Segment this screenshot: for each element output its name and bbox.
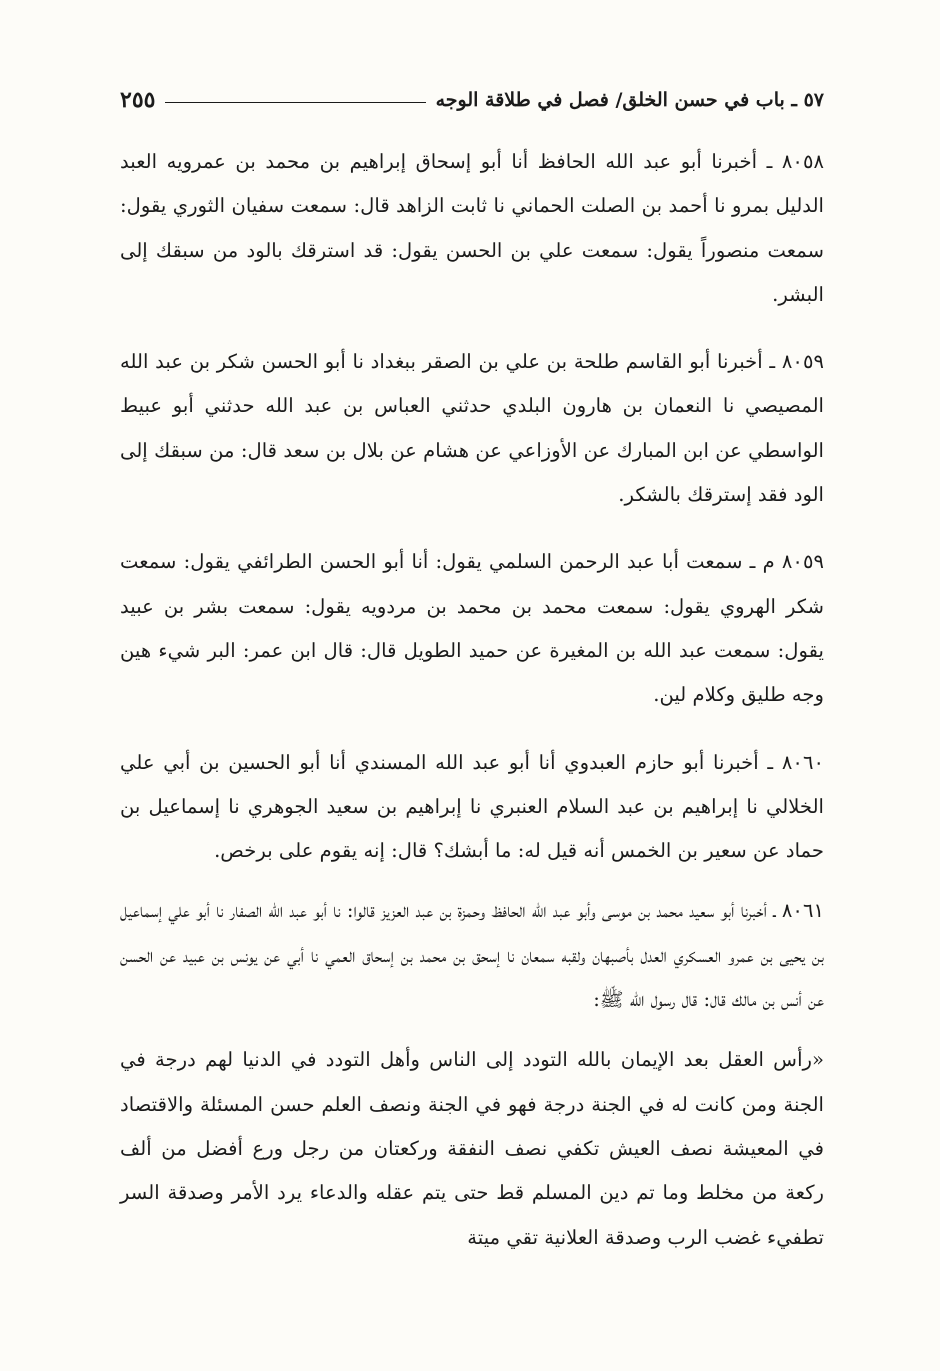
paragraph-8060: ٨٠٦٠ ـ أخبرنا أبو حازم العبدوي أنا أبو عبد الله المسندي أنا أبو الحسين بن أبي علي الخلالي نا إبراهيم بن عبد السلام العنبري نا إبراهيم بن سعيد الجوهري نا إسماعيل بن حماد عن سعير بن الخمس أنه قيل له: ما أبشك؟ قال: إنه يقوم على برخص. [120, 750, 824, 863]
paragraph-8058: ٨٠٥٨ ـ أخبرنا أبو عبد الله الحافظ أنا أبو إسحاق إبراهيم بن محمد بن عمرويه العبد الدليل بمرو نا أحمد بن الصلت الحماني نا ثابت الزاهد قال: سمعت سفيان الثوري يقول: سمعت منصوراً يقول: سمعت علي بن الحسن يقول: قد استرقك بالود من سبقك إلى البشر. [120, 150, 824, 306]
header-rule [165, 102, 425, 103]
page-number: ٢٥٥ [120, 87, 156, 113]
paragraph-8059: ٨٠٥٩ ـ أخبرنا أبو القاسم طلحة بن علي بن الصقر ببغداد نا أبو الحسن شكر بن عبد الله المصيصي نا النعمان بن هارون البلدي حدثني العباس بن عبد الله حدثني أبو عبيط الواسطي عن ابن المبارك عن الأوزاعي عن هشام عن بلال بن سعد قال: من سبقك إلى الود فقد إسترقك بالشكر. [120, 350, 824, 507]
page-body [120, 140, 824, 1260]
hadith-text: «رأس العقل بعد الإيمان بالله التودد إلى الناس وأهل التودد في الدنيا لهم درجة في الجنة ومن كانت له في الجنة درجة فهو في الجنة ونصف العلم حسن المسئلة والاقتصاد في المعيشة نصف العيش تكفي نصف النفقة وركعتان من رجل ورع أفضل من ألف ركعة من مخلط وما تم دين المسلم قط حتى يتم عقله والدعاء يرد الأمر وصدقة السر تطفيء غضب الرب وصدقة العلانية تقي ميتة [120, 1048, 824, 1249]
paragraph-8059m: ٨٠٥٩ م ـ سمعت أبا عبد الرحمن السلمي يقول: أنا أبو الحسن الطرائفي يقول: سمعت شكر الهروي يقول: سمعت محمد بن محمد بن مردويه يقول: سمعت بشر بن عبيد يقول: سمعت عبد الله بن المغيرة عن حميد الطويل قال: قال ابن عمر: البر شيء هين وجه طليق وكلام لين. [120, 550, 824, 707]
page-header [120, 84, 824, 116]
paragraph-8061: ٨٠٦١ ـ أخبرنا أبو سعيد محمد بن موسى وأبو عبد الله الحافظ وحمزة بن عبد العزيز قالوا: نا أبو عبد الله الصفار نا أبو علي إسماعيل بن يحيى بن عمرو العسكري العدل بأصبهان ولقبه سمعان نا إسحق بن محمد بن إسحاق العمي نا أبي عن يونس بن عبيد عن الحسن عن أنس بن مالك قال: قال رسول الله ﷺ: [120, 899, 824, 1012]
running-title: ٥٧ ـ باب في حسن الخلق/ فصل في طلاقة الوجه [435, 89, 824, 111]
